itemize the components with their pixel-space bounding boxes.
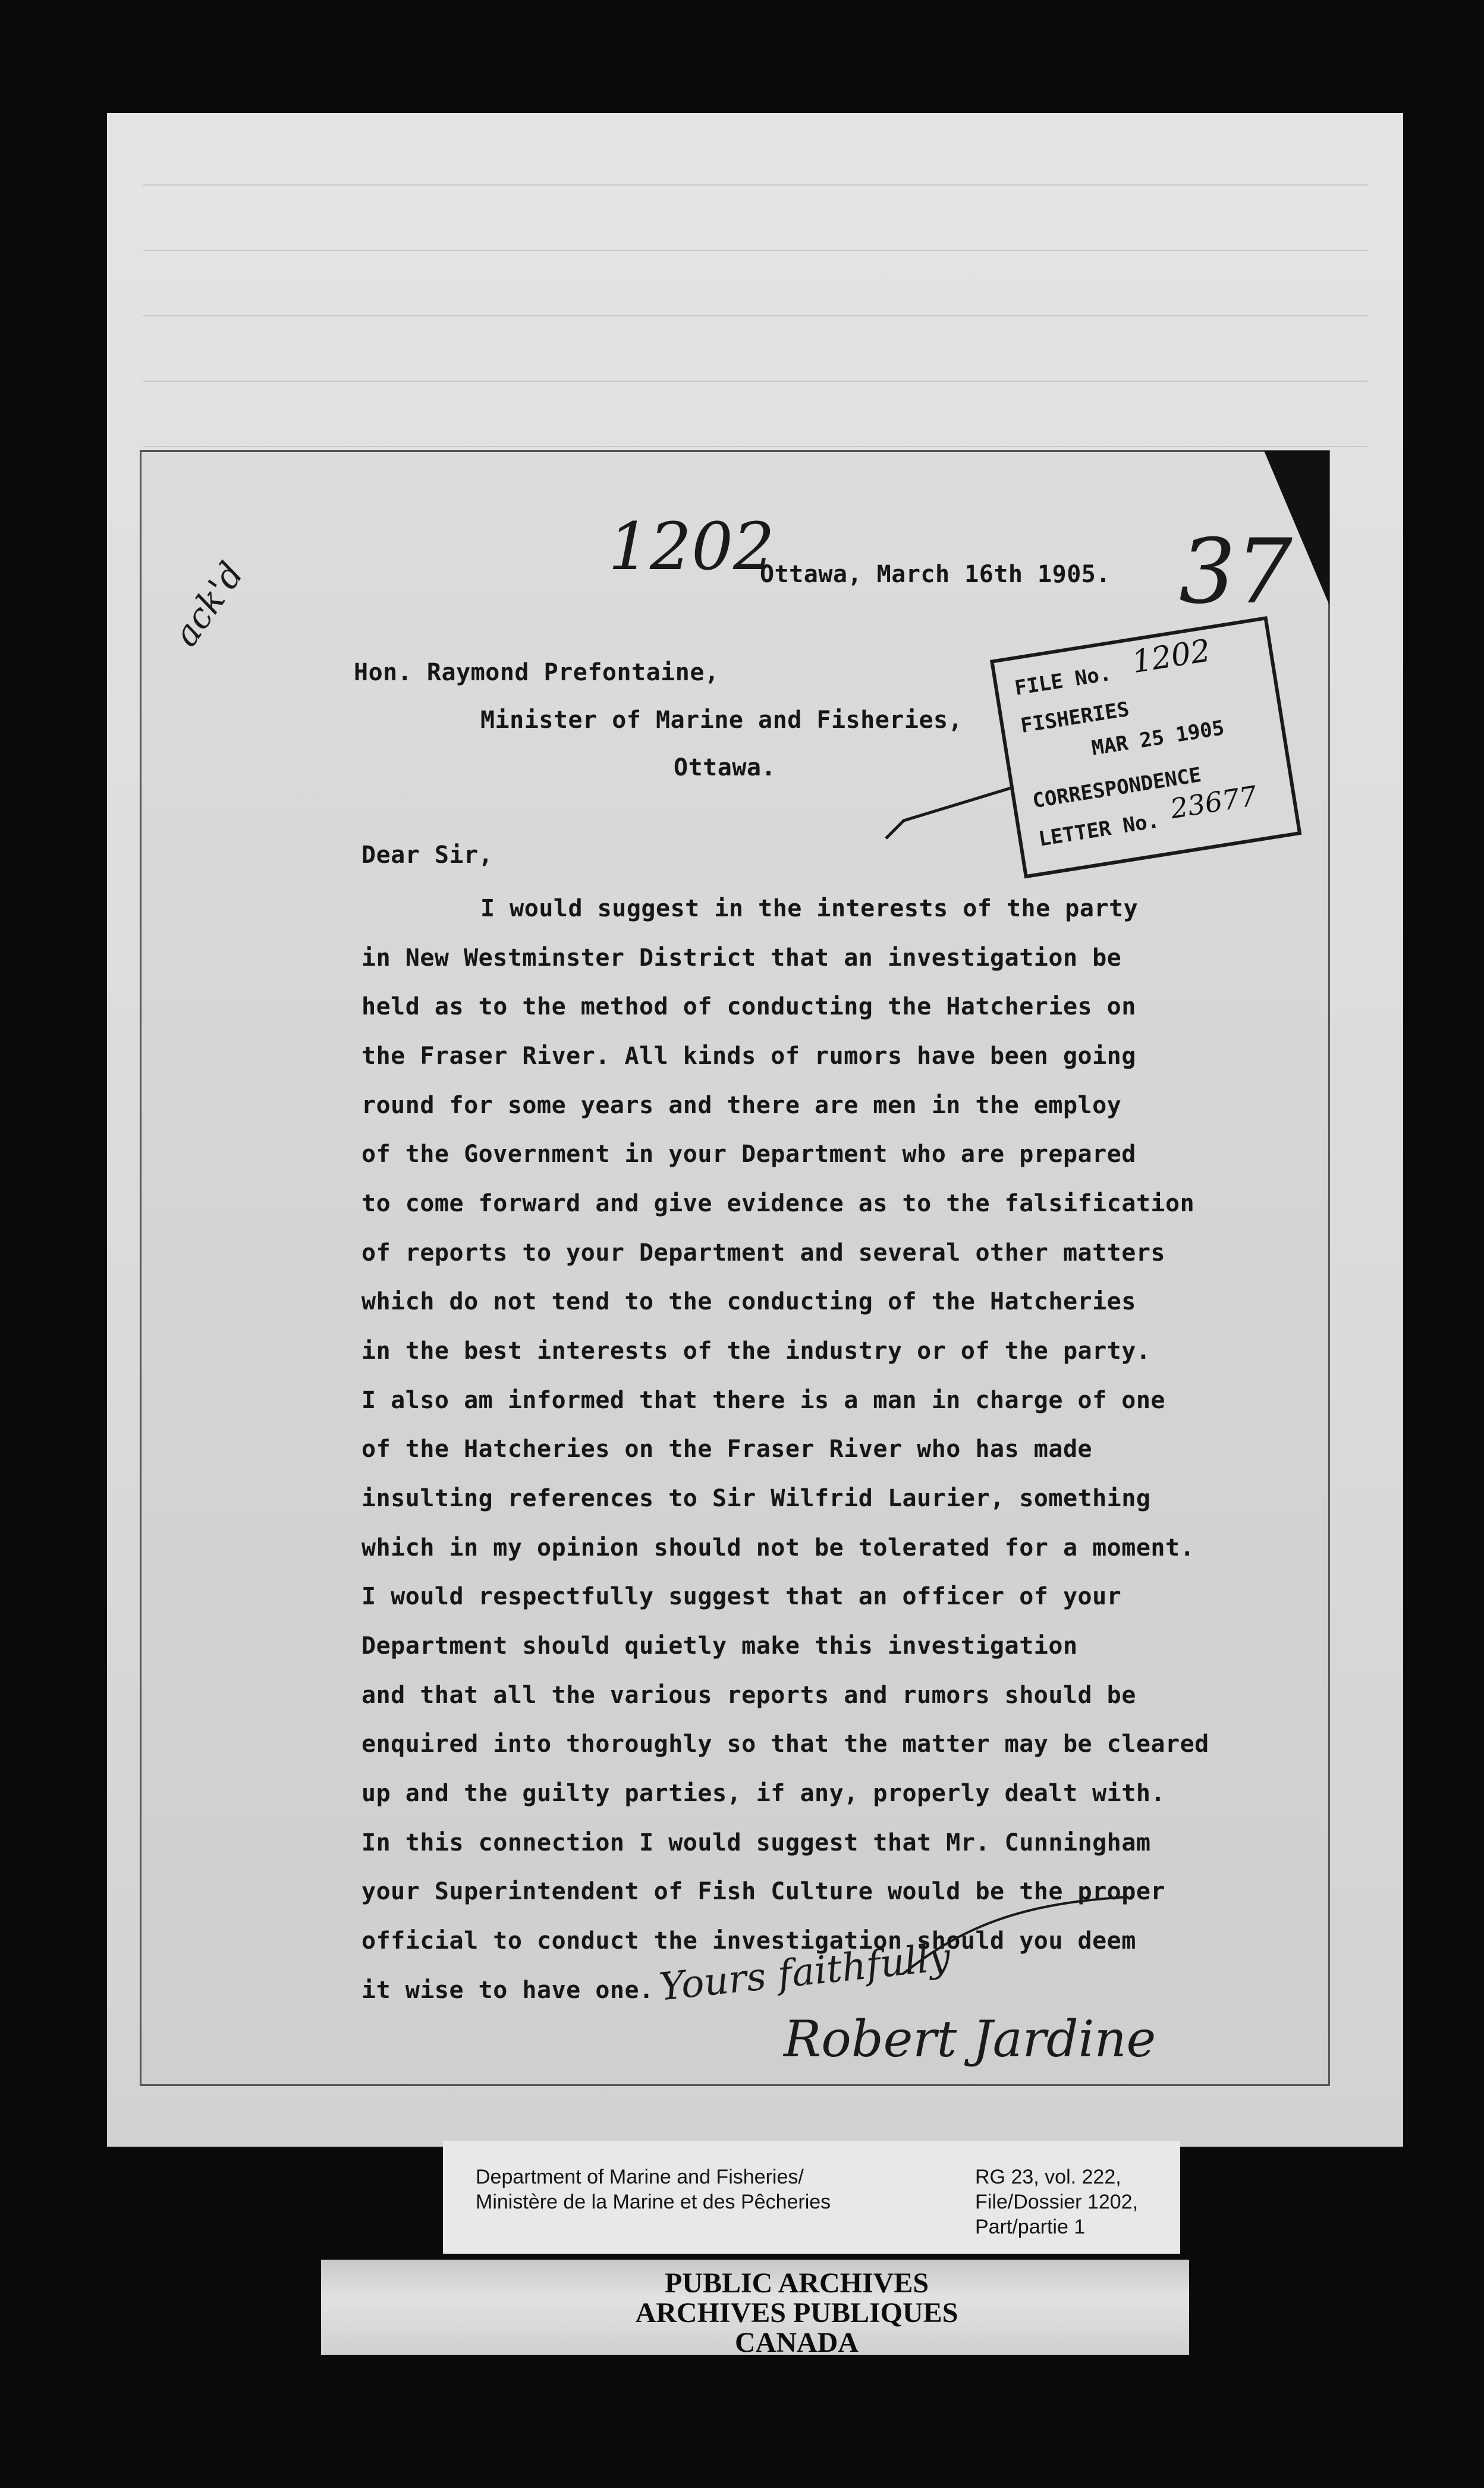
body-line: it wise to have one. <box>361 1977 654 2004</box>
closing: Yours faithfully <box>657 1935 952 2010</box>
department-en: Department of Marine and Fisheries/ <box>476 2166 804 2188</box>
stamp-letter-label: LETTER No. <box>1037 809 1161 852</box>
body-line: in the best interests of the industry or of the party. <box>361 1337 1151 1365</box>
body-line: which in my opinion should not be tolerated for a moment. <box>361 1534 1195 1562</box>
body-line: which do not tend to the conducting of the Hatcheries <box>361 1288 1136 1315</box>
body-line: up and the guilty parties, if any, properly dealt with. <box>361 1780 1166 1807</box>
signature: Robert Jardine <box>784 2010 1156 2068</box>
body-line: to come forward and give evidence as to the falsification <box>361 1190 1195 1217</box>
body-line: I also am informed that there is a man in charge of one <box>361 1387 1166 1414</box>
reference-volume: RG 23, vol. 222, <box>975 2166 1121 2188</box>
body-line: and that all the various reports and rumors should be <box>361 1682 1136 1709</box>
recipient-title: Minister of Marine and Fisheries, <box>480 706 963 734</box>
page-number-handwritten: 37 <box>1179 520 1293 624</box>
stamp-department: FISHERIES <box>1018 697 1131 738</box>
stamp-letter-number: 23677 <box>1168 779 1259 825</box>
stamp-file-number: 1202 <box>1129 633 1213 681</box>
body-line: I would suggest in the interests of the party <box>480 895 1139 922</box>
salutation: Dear Sir, <box>361 841 493 869</box>
archive-reference-label <box>443 2141 1180 2254</box>
body-line: official to conduct the investigation should you deem <box>361 1927 1136 1955</box>
body-line: in New Westminster District that an investigation be <box>361 944 1122 972</box>
department-fr: Ministère de la Marine et des Pêcheries <box>476 2191 831 2213</box>
body-line: round for some years and there are men in the employ <box>361 1092 1122 1119</box>
reference-file: File/Dossier 1202, <box>975 2191 1139 2213</box>
recipient-city: Ottawa. <box>674 754 776 781</box>
archives-line-3: CANADA <box>735 2327 859 2358</box>
reference-part: Part/partie 1 <box>975 2216 1086 2238</box>
stamp-date: MAR 25 1905 <box>1090 716 1226 761</box>
body-line: Department should quietly make this investigation <box>361 1632 1078 1660</box>
archives-line-2: ARCHIVES PUBLIQUES <box>635 2297 958 2329</box>
archives-line-1: PUBLIC ARCHIVES <box>664 2267 929 2299</box>
body-line: of the Hatcheries on the Fraser River who has made <box>361 1435 1093 1463</box>
stamp-file-label: FILE No. <box>1013 661 1113 700</box>
body-line: I would respectfully suggest that an officer of your <box>361 1583 1122 1610</box>
body-line: the Fraser River. All kinds of rumors have been going <box>361 1042 1136 1070</box>
body-line: of reports to your Department and several other matters <box>361 1239 1166 1267</box>
date-line: Ottawa, March 16th 1905. <box>760 561 1111 588</box>
archives-stamp-text <box>612 2269 981 2358</box>
file-registry-stamp <box>990 616 1301 878</box>
body-line: your Superintendent of Fish Culture would be the proper <box>361 1878 1166 1905</box>
file-number-handwritten: 1202 <box>608 508 775 585</box>
body-line: enquired into thoroughly so that the matter may be cleared <box>361 1730 1209 1758</box>
recipient-name: Hon. Raymond Prefontaine, <box>354 659 719 686</box>
margin-note: ack'd <box>165 554 251 654</box>
body-line: insulting references to Sir Wilfrid Laurier, something <box>361 1485 1151 1512</box>
stamp-correspondence: CORRESPONDENCE <box>1030 763 1203 813</box>
signature-flourish <box>891 1891 1140 1986</box>
body-line: In this connection I would suggest that Mr. Cunningham <box>361 1829 1151 1856</box>
body-line: of the Government in your Department who are prepared <box>361 1141 1136 1168</box>
body-line: held as to the method of conducting the Hatcheries on <box>361 993 1136 1020</box>
